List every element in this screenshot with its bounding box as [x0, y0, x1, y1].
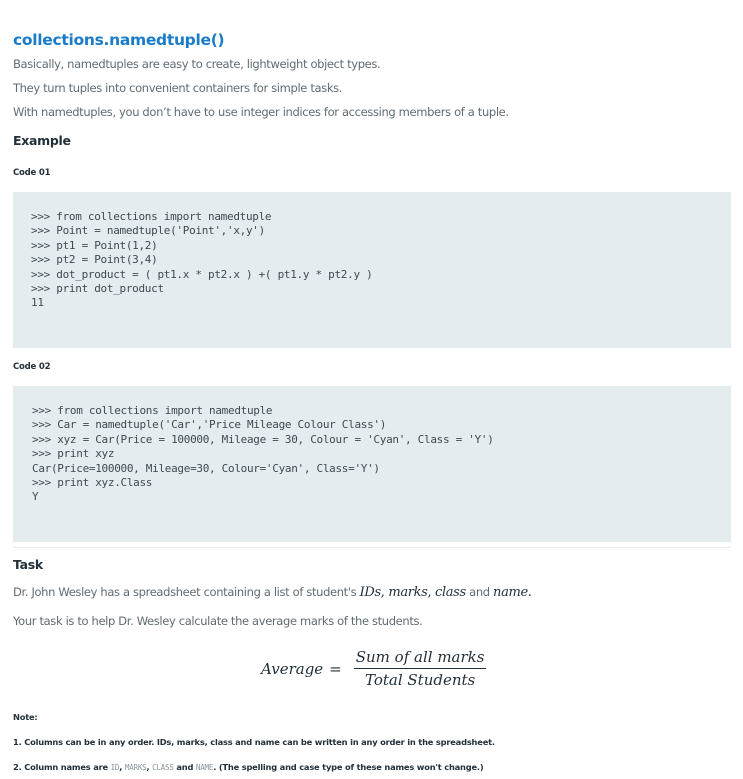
code-line: >>> print dot_product — [31, 282, 164, 296]
code-line: >>> print xyz — [32, 447, 115, 461]
code01-label: Code 01 — [13, 168, 51, 178]
note-text: 2. Column names are — [13, 762, 111, 772]
page-title: collections.namedtuple() — [13, 31, 225, 49]
code02-block — [13, 386, 731, 542]
task-text: Dr. John Wesley has a spreadsheet containing a list of student's — [13, 585, 360, 599]
formula-lhs: Average — [261, 659, 324, 678]
code-line: >>> xyz = Car(Price = 100000, Mileage = 30, Colour = 'Cyan', Class = 'Y') — [32, 432, 494, 446]
code-line: Y — [32, 490, 39, 504]
formula-denominator: Total Students — [364, 671, 476, 689]
code-line: >>> from collections import namedtuple — [31, 210, 272, 223]
separator: and — [465, 585, 494, 599]
code-line: >>> pt1 = Point(1,2) — [31, 238, 158, 252]
column-name-code: NAME — [195, 763, 214, 772]
code-line: >>> Car = namedtuple('Car','Price Mileage Colour Class') — [32, 418, 387, 432]
formula-equals: = — [329, 659, 342, 678]
separator: , — [427, 585, 436, 600]
intro-paragraph-3: With namedtuples, you don’t have to use integer indices for accessing members of a tuple. — [13, 105, 509, 119]
note-item-1: 1. Columns can be in any order. IDs, marks, class and name can be written in any order in the spreadsheet. — [13, 737, 495, 747]
code-line: >>> dot_product = ( pt1.x * pt2.x ) +( pt1.y * pt2.y ) — [31, 267, 373, 281]
note-text: . (The spelling and case type of these names won't change.) — [213, 762, 484, 772]
average-formula — [261, 648, 486, 689]
formula-numerator: Sum of all marks — [354, 648, 487, 669]
code-line: Car(Price=100000, Mileage=30, Colour='Cyan', Class='Y') — [32, 461, 380, 475]
task-paragraph-2: Your task is to help Dr. Wesley calculate the average marks of the students. — [13, 614, 423, 628]
math-term-ids: IDs — [359, 585, 381, 600]
note-text: , — [119, 762, 125, 772]
note-text: , — [146, 762, 153, 772]
code-line: 11 — [31, 296, 44, 310]
column-id-code: ID — [110, 763, 120, 772]
separator: . — [527, 585, 532, 600]
code-line: >>> print xyz.Class — [32, 476, 153, 490]
task-paragraph-1 — [13, 585, 532, 600]
intro-paragraph-2: They turn tuples into convenient containers for simple tasks. — [13, 81, 343, 95]
math-term-marks: marks — [388, 585, 428, 600]
code01-block — [13, 192, 731, 348]
separator: , — [380, 585, 389, 600]
math-term-class: class — [435, 585, 466, 600]
note-item-2 — [13, 762, 483, 772]
code-line: >>> Point = namedtuple('Point','x,y') — [31, 224, 265, 238]
note-text: and — [173, 762, 196, 772]
formula-fraction — [354, 648, 487, 689]
code-line: >>> pt2 = Point(3,4) — [31, 253, 158, 267]
column-class-code: CLASS — [152, 763, 174, 772]
task-heading: Task — [13, 557, 43, 572]
math-term-name: name — [493, 585, 528, 600]
note-heading: Note: — [13, 712, 38, 722]
intro-paragraph-1: Basically, namedtuples are easy to create, lightweight object types. — [13, 57, 381, 71]
column-marks-code: MARKS — [124, 763, 147, 772]
code02-label: Code 02 — [13, 362, 51, 372]
code-line: >>> from collections import namedtuple — [32, 404, 273, 417]
example-heading: Example — [13, 133, 71, 148]
section-divider — [13, 547, 731, 548]
